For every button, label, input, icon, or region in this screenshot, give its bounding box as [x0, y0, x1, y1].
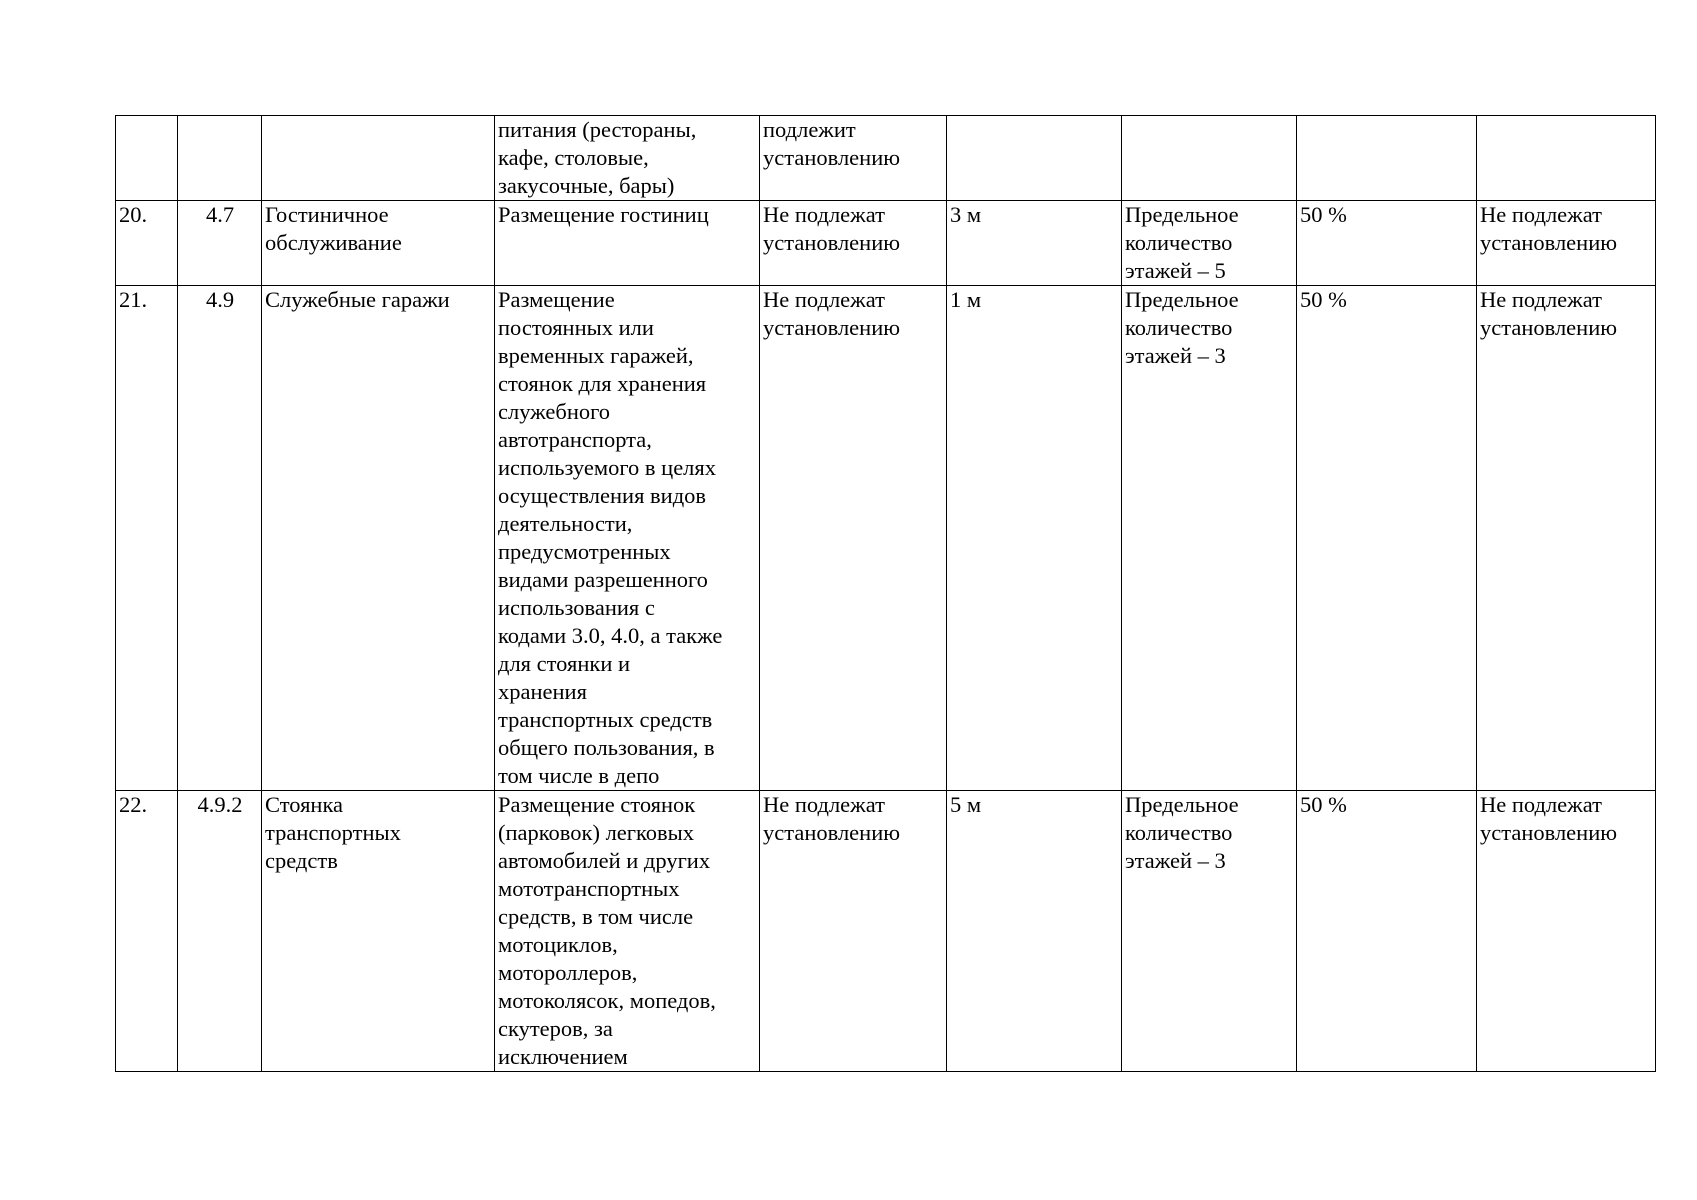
regulation-cell-8: 50 %	[1297, 791, 1477, 1072]
row-number-cell	[116, 116, 178, 201]
regulation-cell-7: Предельное количество этажей – 5	[1122, 201, 1297, 286]
use-name-cell: Служебные гаражи	[262, 286, 495, 791]
regulation-cell-6: 1 м	[947, 286, 1122, 791]
page-content	[115, 115, 1655, 1072]
use-name-cell: Стоянка транспортных средств	[262, 791, 495, 1072]
regulation-cell-9: Не подлежат установлению	[1477, 791, 1656, 1072]
row-number-cell: 20.	[116, 201, 178, 286]
regulation-cell-8: 50 %	[1297, 201, 1477, 286]
regulation-cell-5: Не подлежат установлению	[760, 791, 947, 1072]
regulation-cell-5: подлежит установлению	[760, 116, 947, 201]
regulation-cell-9: Не подлежат установлению	[1477, 201, 1656, 286]
table-row	[116, 201, 1656, 286]
use-name-cell: Гостиничное обслуживание	[262, 201, 495, 286]
use-description-cell: Размещение постоянных или временных гаражей, стоянок для хранения служебного автотранспорта, используемого в целях осуществления видов деятельности, предусмотренных видами разрешенного использования с кодами 3.0, 4.0, а также для стоянки и хранения транспортных средств общего пользования, в том числе в депо	[495, 286, 760, 791]
regulation-cell-9: Не подлежат установлению	[1477, 286, 1656, 791]
regulation-cell-7: Предельное количество этажей – 3	[1122, 286, 1297, 791]
row-number-cell: 21.	[116, 286, 178, 791]
use-name-cell	[262, 116, 495, 201]
use-code-cell	[178, 116, 262, 201]
table-row	[116, 286, 1656, 791]
regulation-cell-9	[1477, 116, 1656, 201]
regulation-cell-7: Предельное количество этажей – 3	[1122, 791, 1297, 1072]
row-number-cell: 22.	[116, 791, 178, 1072]
regulation-cell-5: Не подлежат установлению	[760, 201, 947, 286]
use-description-cell: питания (рестораны, кафе, столовые, закусочные, бары)	[495, 116, 760, 201]
use-description-cell: Размещение стоянок (парковок) легковых автомобилей и других мототранспортных средств, в том числе мотоциклов, мотороллеров, мотоколясок, мопедов, скутеров, за исключением	[495, 791, 760, 1072]
regulation-cell-5: Не подлежат установлению	[760, 286, 947, 791]
regulation-cell-7	[1122, 116, 1297, 201]
regulation-cell-6: 3 м	[947, 201, 1122, 286]
use-code-cell: 4.9	[178, 286, 262, 791]
regulation-cell-6	[947, 116, 1122, 201]
table-row	[116, 116, 1656, 201]
use-description-cell: Размещение гостиниц	[495, 201, 760, 286]
land-use-regulations-table	[115, 115, 1656, 1072]
regulation-cell-8	[1297, 116, 1477, 201]
regulation-cell-8: 50 %	[1297, 286, 1477, 791]
table-row	[116, 791, 1656, 1072]
use-code-cell: 4.9.2	[178, 791, 262, 1072]
use-code-cell: 4.7	[178, 201, 262, 286]
regulation-cell-6: 5 м	[947, 791, 1122, 1072]
